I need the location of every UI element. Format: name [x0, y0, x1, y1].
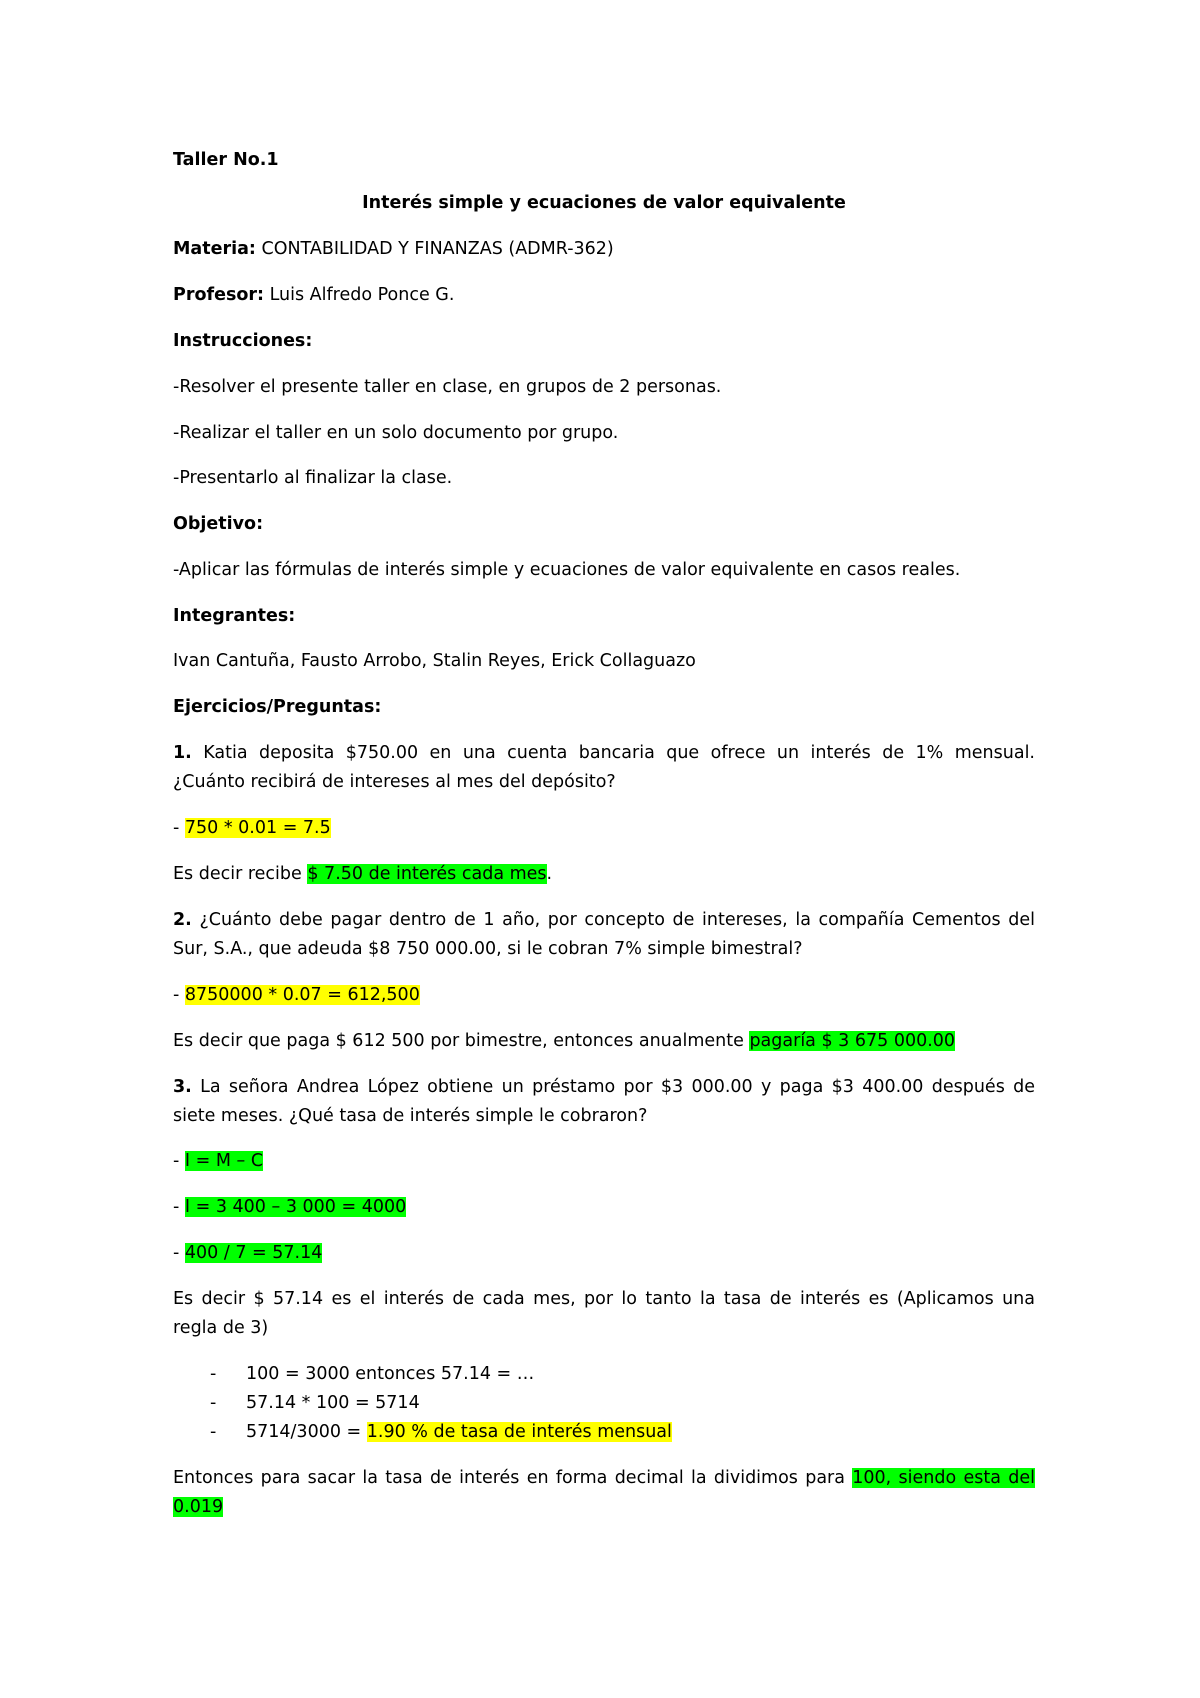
bullet-dash: -	[210, 1364, 217, 1384]
q2-number: 2.	[173, 910, 192, 930]
q3-line2: siete meses. ¿Qué tasa de interés simple le cobraron?	[173, 1106, 648, 1126]
q3-final-highlight: 100, siendo esta del	[852, 1468, 1036, 1488]
q1-number: 1.	[173, 743, 192, 763]
q3-step2-highlight: I = 3 400 – 3 000 = 4000	[184, 1197, 407, 1217]
q3-bullet3-highlight: 1.90 % de tasa de interés mensual	[366, 1422, 672, 1442]
bullet-dash: -	[210, 1422, 217, 1442]
q3-step1-highlight: I = M – C	[184, 1151, 264, 1171]
q3-step3-highlight: 400 / 7 = 57.14	[184, 1243, 323, 1263]
bullet-dash: -	[210, 1393, 217, 1413]
profesor-label: Profesor:	[173, 285, 265, 305]
instrucciones-heading: Instrucciones:	[173, 331, 313, 351]
q3-final-line2	[173, 1495, 223, 1519]
q3-explain-line2: regla de 3)	[173, 1318, 269, 1338]
q3-final-value-highlight: 0.019	[173, 1497, 224, 1517]
q2-answer: Es decir que paga $ 612 500 por bimestre, entonces anualmente pagaría $ 3 675 000.00	[173, 1031, 956, 1051]
q3-final-line1: Entonces para sacar la tasa de interés en forma decimal la dividimos para 100, siendo esta del	[173, 1468, 1036, 1488]
document-subtitle: Interés simple y ecuaciones de valor equivalente	[362, 193, 846, 213]
integrantes-names: Ivan Cantuña, Fausto Arrobo, Stalin Reyes, Erick Collaguazo	[173, 651, 696, 671]
q3-line1: 3. La señora Andrea López obtiene un préstamo por $3 000.00 y paga $3 400.00 después de	[173, 1077, 1035, 1097]
document-title: Taller No.1	[173, 150, 279, 170]
q3-bullet-2: - 57.14 * 100 = 5714	[210, 1393, 420, 1413]
profesor-value: Luis Alfredo Ponce G.	[264, 285, 455, 305]
q1-answer: Es decir recibe $ 7.50 de interés cada mes.	[173, 864, 553, 884]
q1-calculation: - 750 * 0.01 = 7.5	[173, 818, 331, 838]
q3-bullet-1: - 100 = 3000 entonces 57.14 = …	[210, 1364, 535, 1384]
q3-explain-line1: Es decir $ 57.14 es el interés de cada mes, por lo tanto la tasa de interés es (Aplicamos una	[173, 1289, 1035, 1309]
instruccion-item: -Presentarlo al finalizar la clase.	[173, 468, 453, 488]
q2-answer-highlight: pagaría $ 3 675 000.00	[749, 1031, 956, 1051]
materia-value: CONTABILIDAD Y FINANZAS (ADMR-362)	[255, 239, 614, 259]
q2-line1: 2. ¿Cuánto debe pagar dentro de 1 año, por concepto de intereses, la compañía Cementos del	[173, 910, 1035, 930]
q2-calc-highlight: 8750000 * 0.07 = 612,500	[184, 985, 420, 1005]
q1-answer-highlight: $ 7.50 de interés cada mes	[307, 864, 547, 884]
q1-line2: ¿Cuánto recibirá de intereses al mes del depósito?	[173, 772, 616, 792]
q3-step2: - I = 3 400 – 3 000 = 4000	[173, 1197, 407, 1217]
q3-bullet-3: - 5714/3000 = 1.90 % de tasa de interés mensual	[210, 1422, 672, 1442]
q2-calculation: - 8750000 * 0.07 = 612,500	[173, 985, 420, 1005]
materia-line	[173, 237, 614, 261]
q3-step1: - I = M – C	[173, 1151, 264, 1171]
objetivo-text: -Aplicar las fórmulas de interés simple y ecuaciones de valor equivalente en casos reales.	[173, 560, 961, 580]
profesor-line	[173, 283, 454, 307]
q3-number: 3.	[173, 1077, 192, 1097]
q2-line2: Sur, S.A., que adeuda $8 750 000.00, si le cobran 7% simple bimestral?	[173, 939, 803, 959]
q3-step3: - 400 / 7 = 57.14	[173, 1243, 323, 1263]
integrantes-heading: Integrantes:	[173, 606, 296, 626]
ejercicios-heading: Ejercicios/Preguntas:	[173, 697, 382, 717]
materia-label: Materia:	[173, 239, 256, 259]
objetivo-heading: Objetivo:	[173, 514, 264, 534]
q1-line1: 1. Katia deposita $750.00 en una cuenta bancaria que ofrece un interés de 1% mensual.	[173, 743, 1035, 763]
q1-calc-highlight: 750 * 0.01 = 7.5	[184, 818, 331, 838]
instruccion-item: -Resolver el presente taller en clase, en grupos de 2 personas.	[173, 377, 722, 397]
instruccion-item: -Realizar el taller en un solo documento por grupo.	[173, 423, 619, 443]
